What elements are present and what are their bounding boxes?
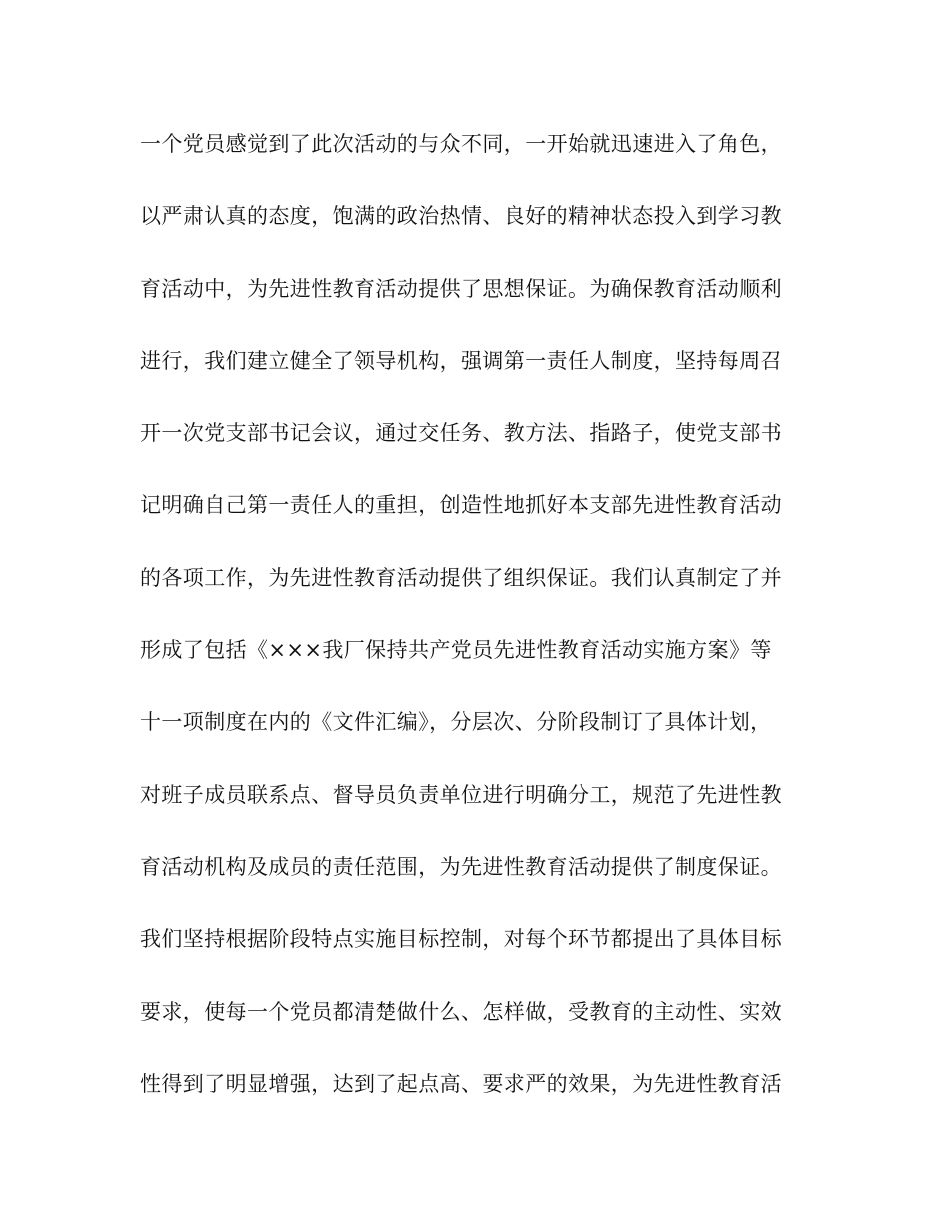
text-line: 进行，我们建立健全了领导机构，强调第一责任人制度，坚持每周召	[140, 348, 782, 373]
text-line: 十一项制度在内的《文件汇编》，分层次、分阶段制订了具体计划，	[140, 710, 772, 735]
text-line: 育活动中，为先进性教育活动提供了思想保证。为确保教育活动顺利	[140, 276, 782, 301]
text-line: 我们坚持根据阶段特点实施目标控制，对每个环节都提出了具体目标	[140, 927, 782, 952]
text-line: 的各项工作，为先进性教育活动提供了组织保证。我们认真制定了并	[140, 565, 782, 590]
text-line: 以严肃认真的态度，饱满的政治热情、良好的精神状态投入到学习教	[140, 204, 782, 229]
text-line: 性得到了明显增强，达到了起点高、要求严的效果，为先进性教育活	[140, 1071, 782, 1096]
text-line: 育活动机构及成员的责任范围，为先进性教育活动提供了制度保证。	[140, 854, 782, 879]
body-text	[140, 126, 800, 1138]
text-line: 记明确自己第一责任人的重担，创造性地抓好本支部先进性教育活动	[140, 493, 782, 518]
text-line: 一个党员感觉到了此次活动的与众不同，一开始就迅速进入了角色，	[140, 132, 782, 156]
text-line: 对班子成员联系点、督导员负责单位进行明确分工，规范了先进性教	[140, 782, 782, 807]
text-line: 形成了包括《×××我厂保持共产党员先进性教育活动实施方案》等	[140, 638, 772, 663]
text-line: 要求，使每一个党员都清楚做什么、怎样做，受教育的主动性、实效	[140, 999, 782, 1024]
text-line: 开一次党支部书记会议，通过交任务、教方法、指路子，使党支部书	[140, 421, 782, 446]
